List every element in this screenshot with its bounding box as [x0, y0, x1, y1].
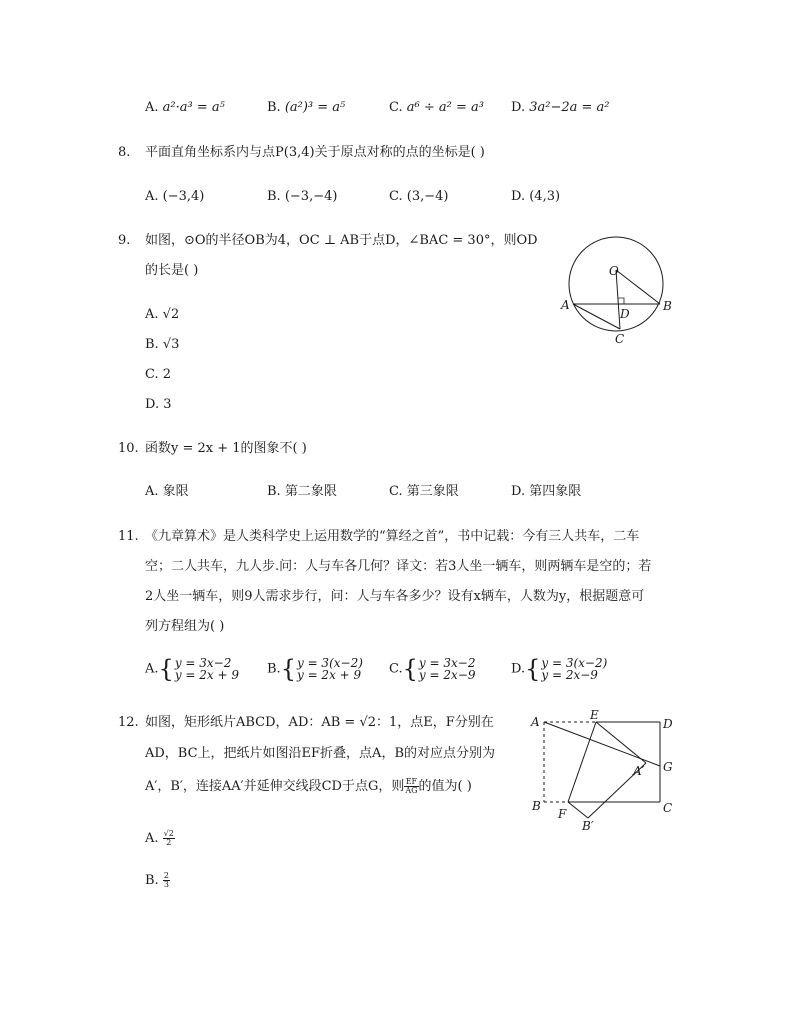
label-f: F	[558, 807, 567, 821]
q12-option-a[interactable]: A. $\frac{√2}{2}$	[145, 829, 174, 847]
q10-number: 10.	[118, 441, 139, 456]
q12-stem-line3: A′，B′，连接AA′并延伸交线段CD于点G，则 $\frac{EF}{AG}$ 的值为( )	[145, 777, 472, 795]
q7-option-b[interactable]: B. (a²)³ = a⁵	[267, 100, 346, 115]
fraction-option-b: $\frac{2}{3}$	[163, 871, 169, 889]
segment-ac	[573, 304, 620, 329]
label-c: C	[615, 332, 625, 346]
q11-stem-line4: 列方程组为( )	[145, 619, 225, 634]
label-e: E	[590, 708, 599, 722]
q11-option-b[interactable]: B.{y = 3(x−2) y = 2x + 9	[267, 655, 363, 683]
q8-option-b[interactable]: B. (−3,−4)	[267, 189, 338, 204]
q10-option-b[interactable]: B. 第二象限	[267, 484, 337, 499]
q7-option-d[interactable]: D. 3a²−2a = a²	[511, 100, 610, 115]
radius-ob	[616, 270, 660, 304]
q9-option-d[interactable]: D. 3	[145, 397, 172, 412]
label-d: D	[663, 717, 673, 731]
q8-stem: 平面直角坐标系内与点P(3,4)关于原点对称的点的坐标是( )	[145, 145, 485, 160]
q9-option-c[interactable]: C. 2	[145, 367, 172, 382]
q9-option-b[interactable]: B. √3	[145, 337, 180, 352]
q10-stem: 函数y = 2x + 1的图象不( )	[145, 441, 307, 456]
q12-rectangle-figure	[526, 706, 686, 836]
edge-fb1	[568, 802, 588, 818]
q11-option-a[interactable]: A.{y = 3x−2 y = 2x + 9	[145, 655, 239, 683]
q11-option-c[interactable]: C.{y = 3x−2 y = 2x−9	[389, 655, 476, 683]
q8-option-a[interactable]: A. (−3,4)	[145, 189, 205, 204]
label-b: B	[663, 299, 672, 313]
q12-stem-line1: 如图，矩形纸片ABCD，AD：AB = √2：1，点E，F分别在	[145, 715, 494, 730]
label-b: B	[532, 799, 541, 813]
fold-ef	[568, 722, 596, 802]
label-a: A	[531, 715, 540, 729]
label-d: D	[620, 307, 630, 321]
q11-number: 11.	[118, 529, 139, 544]
circle-o	[569, 237, 663, 331]
q12-option-b[interactable]: B. $\frac{2}{3}$	[145, 871, 169, 889]
brace-icon: {	[158, 655, 174, 683]
brace-icon: {	[525, 655, 541, 683]
q9-stem-line2: 的长是( )	[145, 263, 199, 278]
edge-ea1	[596, 722, 646, 763]
brace-icon: {	[280, 655, 296, 683]
label-b-prime: B′	[582, 819, 594, 833]
label-g: G	[663, 760, 673, 774]
brace-icon: {	[402, 655, 418, 683]
q9-stem-line1: 如图，⊙O的半径OB为4，OC ⊥ AB于点D，∠BAC = 30°，则OD	[145, 233, 538, 248]
segment-ag	[544, 722, 660, 766]
q8-option-c[interactable]: C. (3,−4)	[389, 189, 449, 204]
q8-number: 8.	[118, 145, 131, 160]
q10-option-a[interactable]: A. 象限	[145, 484, 189, 499]
label-a-prime: A′	[633, 764, 645, 778]
fraction-ef-ag: $\frac{EF}{AG}$	[405, 777, 418, 795]
q9-option-a[interactable]: A. √2	[145, 307, 180, 322]
label-c: C	[663, 801, 673, 815]
q9-number: 9.	[118, 233, 131, 248]
q7-option-a[interactable]: A. a²·a³ = a⁵	[145, 100, 225, 115]
q10-option-c[interactable]: C. 第三象限	[389, 484, 459, 499]
q7-option-c[interactable]: C. a⁶ ÷ a² = a³	[389, 100, 484, 115]
q11-option-d[interactable]: D.{y = 3(x−2) y = 2x−9	[511, 655, 608, 683]
right-angle-mark	[618, 298, 624, 304]
q12-number: 12.	[118, 715, 139, 730]
q10-option-d[interactable]: D. 第四象限	[511, 484, 582, 499]
q12-stem-line2: AD，BC上，把纸片如图沿EF折叠，点A，B的对应点分别为	[145, 746, 496, 761]
label-o: O	[609, 264, 619, 278]
q9-circle-figure	[556, 222, 686, 352]
label-a: A	[561, 298, 570, 312]
q11-stem-line3: 2人坐一辆车，则9人需求步行，问：人与车各多少？设有x辆车，人数为y，根据题意可	[145, 589, 645, 604]
q11-stem-line1: 《九章算术》是人类科学史上运用数学的“算经之首”，书中记载：今有三人共车，二车	[145, 529, 640, 544]
q8-option-d[interactable]: D. (4,3)	[511, 189, 561, 204]
fraction-option-a: $\frac{√2}{2}$	[163, 829, 174, 847]
q11-stem-line2: 空；二人共车，九人步.问：人与车各几何？译文：若3人坐一辆车，则两辆车是空的；若	[145, 559, 652, 574]
